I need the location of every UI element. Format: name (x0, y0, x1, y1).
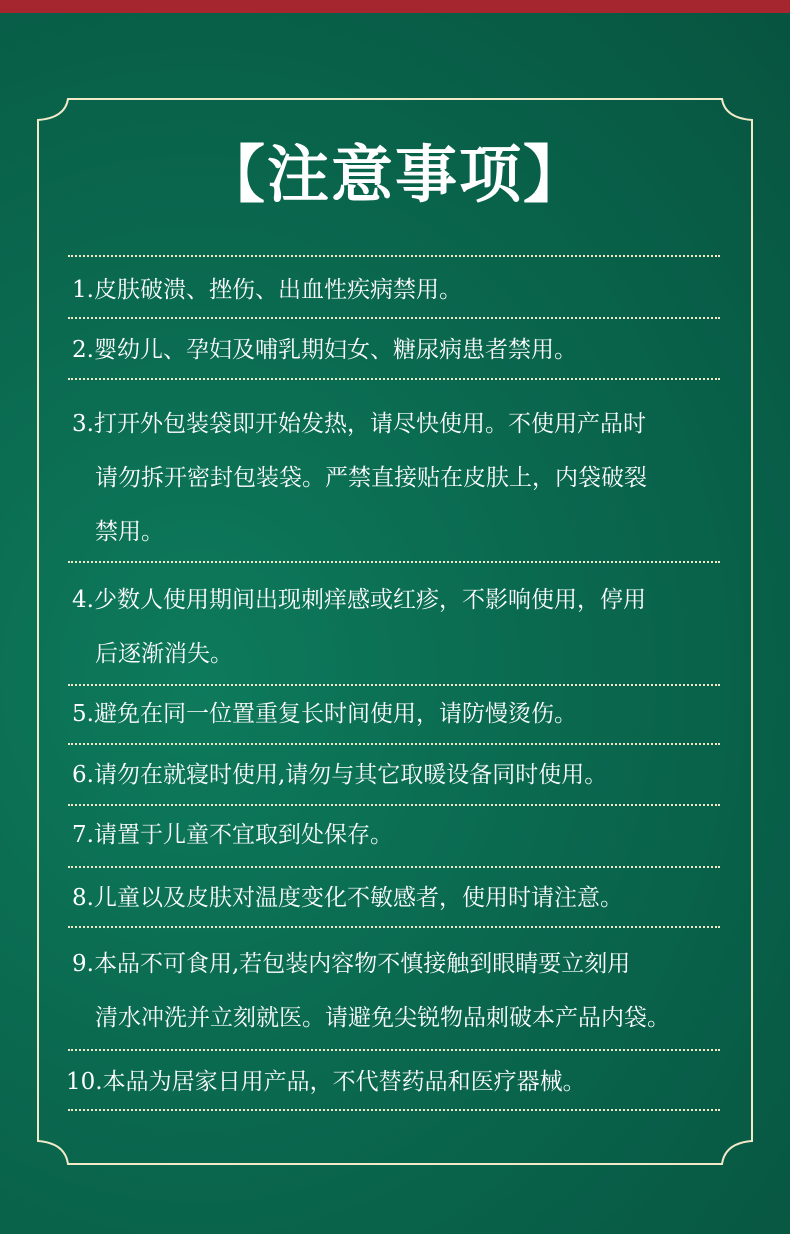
item-text: 请置于儿童不宜取到处保存。 (93, 822, 393, 848)
divider (68, 804, 720, 806)
item-number: 10. (66, 1069, 103, 1095)
item-text: 打开外包装袋即开始发热，请尽快使用。不使用产品时 (93, 411, 646, 437)
item-text-continued: 清水冲洗并立刻就医。请避免尖锐物品刺破本产品内袋。 (95, 1005, 670, 1031)
item-number: 4. (72, 587, 94, 613)
list-item (72, 397, 732, 559)
list-item (66, 1060, 726, 1104)
list-item (72, 328, 732, 372)
list-item (72, 692, 732, 736)
list-item (72, 753, 732, 797)
item-text: 请勿在就寝时使用,请勿与其它取暖设备同时使用。 (93, 762, 608, 788)
item-number: 9. (72, 951, 94, 977)
item-text-continued: 请勿拆开密封包装袋。严禁直接贴在皮肤上，内袋破裂 (95, 465, 647, 491)
list-item (72, 268, 732, 312)
page-title: 【注意事项】 (202, 138, 587, 211)
divider (68, 926, 720, 928)
divider (68, 1049, 720, 1051)
divider (68, 866, 720, 868)
divider (68, 743, 720, 745)
item-text: 避免在同一位置重复长时间使用，请防慢烫伤。 (93, 701, 577, 727)
item-text: 少数人使用期间出现刺痒感或红疹，不影响使用，停用 (93, 587, 646, 613)
item-number: 1. (72, 277, 94, 303)
divider (68, 255, 720, 257)
item-text-continued: 后逐渐消失。 (95, 641, 233, 667)
item-number: 2. (72, 337, 94, 363)
list-item (72, 876, 732, 920)
divider (68, 1109, 720, 1111)
divider (68, 561, 720, 563)
divider (68, 317, 720, 319)
item-number: 3. (72, 411, 94, 437)
item-text: 婴幼儿、孕妇及哺乳期妇女、糖尿病患者禁用。 (93, 337, 577, 363)
item-text: 本品为居家日用产品，不代替药品和医疗器械。 (102, 1069, 586, 1095)
item-number: 5. (72, 701, 94, 727)
item-number: 8. (72, 885, 94, 911)
divider (68, 684, 720, 686)
item-text: 本品不可食用,若包装内容物不慎接触到眼睛要立刻用 (93, 951, 631, 977)
list-item (72, 573, 732, 681)
divider (68, 378, 720, 380)
item-text: 皮肤破溃、挫伤、出血性疾病禁用。 (93, 277, 462, 303)
item-text-continued: 禁用。 (95, 519, 164, 545)
list-item (72, 937, 762, 1045)
item-text: 儿童以及皮肤对温度变化不敏感者，使用时请注意。 (93, 885, 623, 911)
item-number: 7. (72, 822, 94, 848)
item-number: 6. (72, 762, 94, 788)
list-item (72, 813, 732, 857)
